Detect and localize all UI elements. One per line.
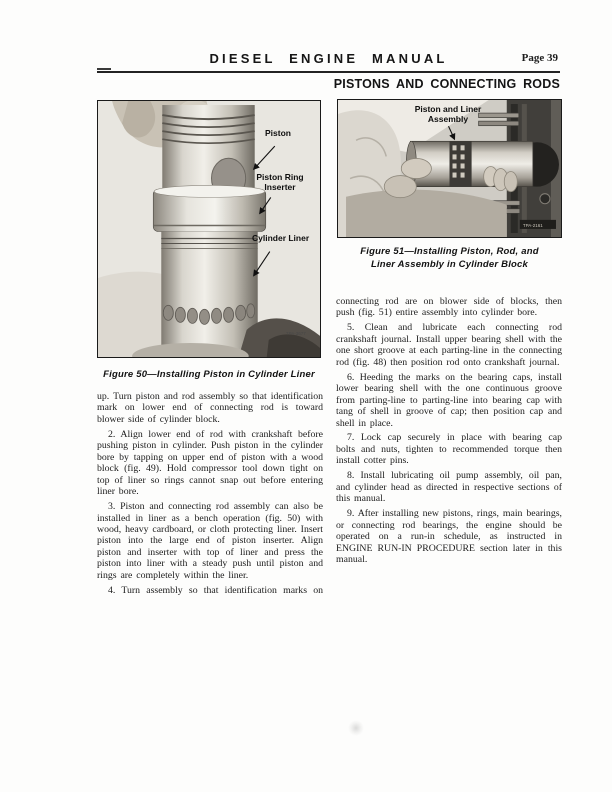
figure-50-caption: Figure 50—Installing Piston in Cylinder Liner [103,369,315,380]
callout-line: Inserter [264,182,296,193]
right-column [336,296,562,565]
callout-cylinder-liner: Cylinder Liner [252,233,310,243]
book-title: DIESEL ENGINE MANUAL [209,51,448,66]
callout-line: Assembly [427,114,469,125]
callout-piston: Piston [265,128,291,138]
paragraph: connecting rod are on blower side of blocks, then push (fig. 51) entire assembly into cylinder bore. [336,296,562,319]
paragraph-step-9: 9. After installing new pistons, rings, main bearings, or connecting rod bearings, the engine should be operated on a run-in schedule, as instructed in ENGINE RUN-IN PROCEDURE section later in this manual. [336,508,562,566]
caption-line: Figure 51—Installing Piston, Rod, and [360,246,539,257]
figure-50-illustration [98,101,320,357]
figure-51-photo [337,99,562,238]
section-heading: PISTONS AND CONNECTING RODS [333,77,560,91]
scan-smudge [348,720,364,736]
paragraph-step-3: 3. Piston and connecting rod assembly can also be installed in liner as a bench operation (fig. 50) with wood, heavy cardboard, or cloth protecting liner. Insert piston into the large end of piston inserter. Align piston and inserter with top of liner and press the piston into liner with a steady push until piston and rings are completely within the liner. [97,501,323,581]
callout-piston-ring-inserter [244,172,316,192]
paragraph-step-8: 8. Install lubricating oil pump assembly, oil pan, and cylinder head as directed in respective sections of this manual. [336,470,562,505]
paragraph-step-5: 5. Clean and lubricate each connecting rod crankshaft journal. Install upper bearing shell with the one short groove at each parting-line in the connecting rod (fig. 48) then position rod onto crankshaft journal. [336,322,562,368]
callout-line: Piston Ring [256,172,304,182]
running-head [97,51,560,67]
paragraph-step-6: 6. Heeding the marks on the bearing caps, install lower bearing shell with the one continuous groove from parting-line to parting-line into bearing cap with tang of shell in groove of cap; then position cap and shell in place. [336,371,562,429]
header-rule [97,71,560,73]
callout-line: Piston and Liner [414,104,482,114]
piston-ring-inserter [153,185,266,231]
left-column [97,391,323,596]
paragraph-step-2: 2. Align lower end of rod with crankshaft before pushing piston in cylinder. Push piston in the cylinder bore by tapping on upper end of piston with a wood block (fig. 49). Hold compressor tool down tight on top of liner so rings cannot snap out before entering liner bore. [97,428,323,498]
scan-artifact-dash [97,68,111,70]
figure-50-photo [97,100,321,358]
page-number: Page 39 [521,52,558,64]
paragraph-step-7: 7. Lock cap securely in place with bearing cap bolts and nuts, tighten to recommended torque then install cotter pins. [336,432,562,467]
paragraph-step-4: 4. Turn assembly so that identification marks on [108,584,323,596]
paragraph: up. Turn piston and rod assembly so that identification mark on lower end of connecting rod is toward blower side of cylinder block. [97,391,323,425]
figure-51-caption [335,246,564,272]
caption-line: Liner Assembly in Cylinder Block [370,258,529,270]
photo-credit-chip [520,220,556,229]
photo-credit: TPA-3677 [285,330,306,336]
callout-piston-liner-assembly [366,104,530,124]
cylinder-liner [161,232,257,357]
photo-credit: TPA-2161 [522,222,543,228]
